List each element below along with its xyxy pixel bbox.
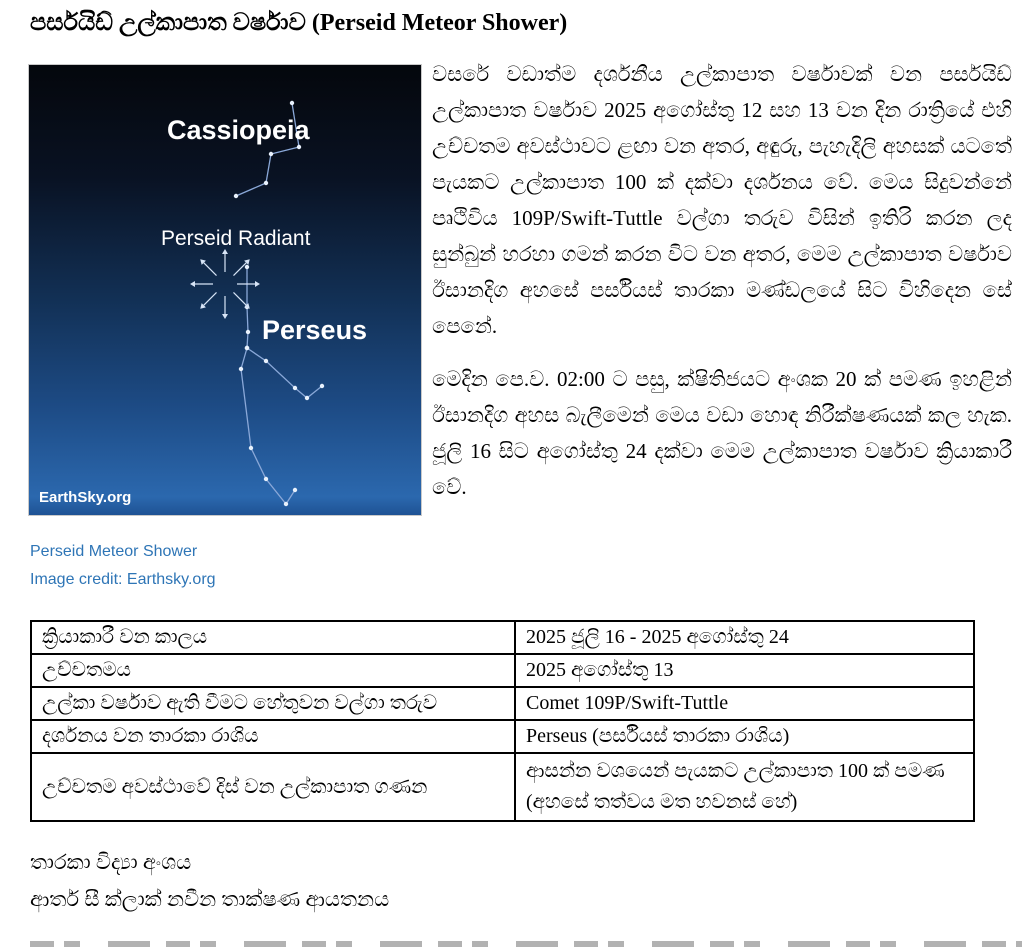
row-value: Perseus (පර්සියස් තාරකා රාශිය) xyxy=(515,720,974,753)
earthsky-watermark: EarthSky.org xyxy=(39,489,132,506)
table-row xyxy=(31,720,974,753)
row-label: උල්කා වර්ෂාව ඇති වීමට හේතුවන වල්ගා තරුව xyxy=(31,687,515,720)
perseid-radiant-label: Perseid Radiant xyxy=(161,227,311,250)
table-row xyxy=(31,753,974,821)
cassiopeia-label: Cassiopeia xyxy=(167,115,310,145)
perseus-label: Perseus xyxy=(262,315,368,345)
footer-institute: ආතර් සී ක්ලාක් නවීන තාක්ෂණ ආයතනය xyxy=(30,887,390,911)
row-label: ක්‍රියාකාරී වන කාලය xyxy=(31,621,515,654)
page-title: පර්සයිඩ් උල්කාපාත වර්ෂාව (Perseid Meteor Shower) xyxy=(30,10,568,36)
cutoff-text-strip xyxy=(30,941,1022,947)
image-caption xyxy=(30,538,216,594)
row-label: දර්ශනය වන තාරකා රාශිය xyxy=(31,720,515,753)
body-text-column xyxy=(432,56,1012,522)
document-footer xyxy=(30,844,389,918)
body-paragraph-2: මෙදින පෙ.ව. 02:00 ට පසු, ක්ෂිතිජයට අංශක 20 ක් පමණ ඉහළින් ඊසානදිග අහස බැලීමෙන් මෙය වඩා හොඳ නිරීක්ෂණයක් කල හැක. ජූලි 16 සිට අගෝස්තු 24 දක්වා මෙම උල්කාපාත වර්ෂාව ක්‍රියාකාරී වේ. xyxy=(432,367,1012,499)
row-label: උච්චතමය xyxy=(31,654,515,687)
body-paragraph-1: වසරේ වඩාත්ම දර්ශනීය උල්කාපාත වර්ෂාවක් වන පර්සයිඩ් උල්කාපාත වර්ෂාව 2025 අගෝස්තු 12 සහ 13 වන දින රාත්‍රියේ එහි උච්චතම අවස්ථාවට ළඟා වන අතර, අඳුරු, පැහැදිලි අහසක් යටතේ පැයකට උල්කාපාත 100 ක් දක්වා දර්ශනය වේ. මෙය සිදුවන්නේ පෘථිවිය 109P/Swift-Tuttle වල්ගා තරුව විසින් ඉතිරි කරන ලද සුන්බුන් හරහා ගමන් කරන විට වන අතර, මෙම උල්කාපාත වර්ෂාව ඊසානදිග අහසේ පර්සියස් තාරකා මණ්ඩලයේ සිට විහිදෙන සේ පෙනේ. xyxy=(432,62,1012,338)
table-row xyxy=(31,654,974,687)
footer-division: තාරකා විද්‍යා අංශය xyxy=(30,850,192,874)
meteor-shower-info-table xyxy=(30,620,975,822)
row-label: උච්චතම අවස්ථාවේ දිස් වන උල්කාපාත ගණන xyxy=(31,753,515,821)
row-value: 2025 ජූලි 16 - 2025 අගෝස්තු 24 xyxy=(515,621,974,654)
caption-credit: Image credit: Earthsky.org xyxy=(30,571,216,588)
row-value: Comet 109P/Swift-Tuttle xyxy=(515,687,974,720)
table-row xyxy=(31,621,974,654)
table-row xyxy=(31,687,974,720)
row-value: ආසන්න වශයෙන් පැයකට උල්කාපාත 100 ක් පමණ (අහසේ තත්වය මත හවනස් හේ) xyxy=(515,753,974,821)
star-chart-figure xyxy=(28,64,422,516)
row-value: 2025 අගෝස්තු 13 xyxy=(515,654,974,687)
caption-title: Perseid Meteor Shower xyxy=(30,543,198,560)
